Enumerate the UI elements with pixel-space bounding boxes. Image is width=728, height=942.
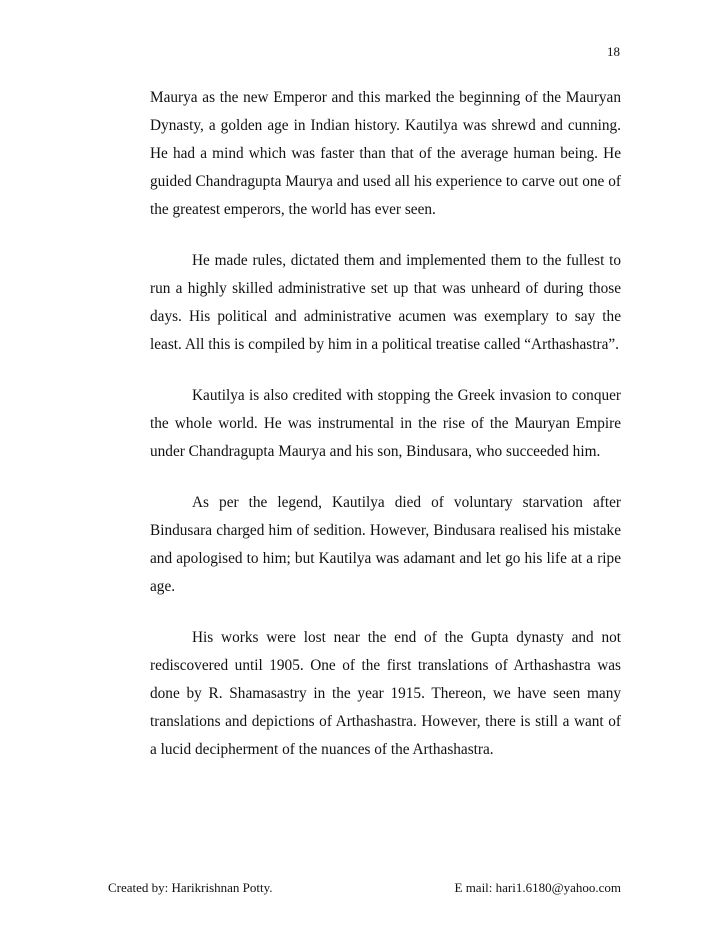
paragraph: Maurya as the new Emperor and this marked the beginning of the Mauryan Dynasty, a golden age in Indian history. Kautilya was shrewd and cunning. He had a mind which was faster than that of the average human being. He guided Chandragupta Maurya and used all his experience to carve out one of the greatest emperors, the world has ever seen.	[150, 89, 621, 218]
paragraph: As per the legend, Kautilya died of voluntary starvation after Bindusara charged him of sedition. However, Bindusara realised his mistake and apologised to him; but Kautilya was adamant and let go his life at a ripe age.	[150, 494, 621, 595]
paragraph: Kautilya is also credited with stopping the Greek invasion to conquer the whole world. He was instrumental in the rise of the Mauryan Empire under Chandragupta Maurya and his son, Bindusara, who succeeded him.	[150, 387, 621, 460]
page-number: 18	[607, 44, 620, 59]
footer-author: Created by: Harikrishnan Potty.	[108, 880, 273, 895]
body-text	[150, 84, 621, 787]
paragraph: His works were lost near the end of the Gupta dynasty and not rediscovered until 1905. One of the first translations of Arthashastra was done by R. Shamasastry in the year 1915. Thereon, we have seen many translations and depictions of Arthashastra. However, there is still a want of a lucid decipherment of the nuances of the Arthashastra.	[150, 629, 621, 758]
footer-email: E mail: hari1.6180@yahoo.com	[454, 880, 621, 895]
paragraph: He made rules, dictated them and implemented them to the fullest to run a highly skilled administrative set up that was unheard of during those days. His political and administrative acumen was exemplary to say the least. All this is compiled by him in a political treatise called “Arthashastra”.	[150, 252, 621, 353]
